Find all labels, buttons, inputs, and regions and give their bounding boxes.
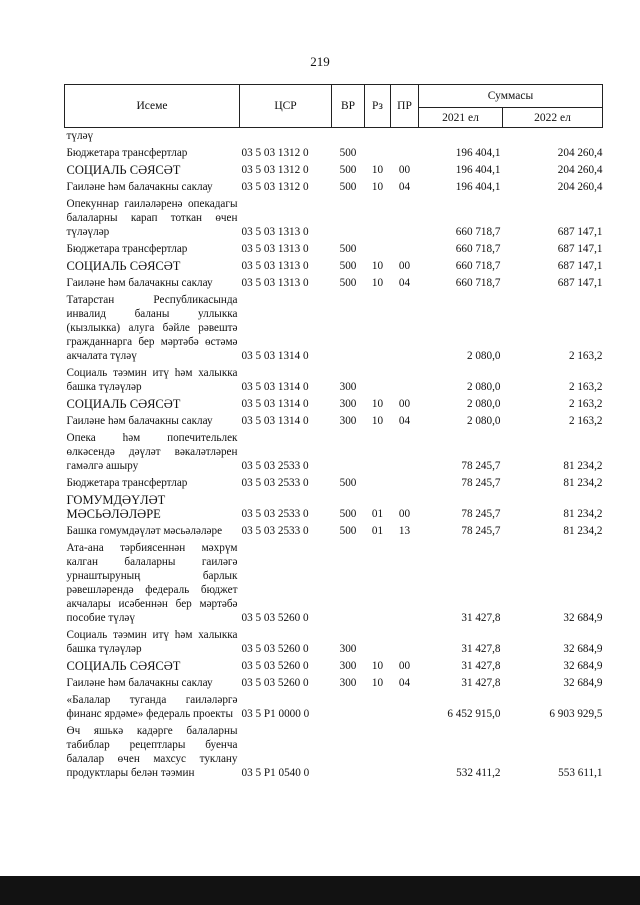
row-amount-2021: 532 411,2: [456, 767, 501, 779]
row-vr: 500: [339, 147, 357, 159]
row-pr: [391, 365, 419, 396]
row-amount-2022: 204 260,4: [557, 164, 603, 176]
row-amount-2022: 204 260,4: [557, 181, 603, 193]
row-pr: [391, 692, 419, 723]
table-row: [65, 675, 603, 692]
row-amount-2022: 2 163,2: [568, 398, 603, 410]
row-amount-2021: 2 080,0: [466, 415, 501, 427]
table-row: [65, 540, 603, 627]
row-amount-2021: 78 245,7: [461, 508, 501, 520]
row-name: Опекуннар гаиләләренә опекадагы балаларны карап тоткан өчен түләүләр: [66, 198, 238, 238]
row-csr: 03 5 03 2533 0: [241, 525, 309, 537]
table-row: [65, 627, 603, 658]
header-sums: Суммасы: [419, 85, 603, 108]
row-pr: 04: [398, 415, 411, 427]
table-row: [65, 241, 603, 258]
row-pr: 04: [398, 677, 411, 689]
row-name: Социаль тәэмин итү һәм халыкка башка түләүләр: [66, 629, 238, 655]
row-pr: 00: [398, 398, 411, 410]
header-year-2021: 2021 ел: [419, 108, 503, 128]
row-pr: [391, 145, 419, 162]
row-pr: [391, 430, 419, 475]
table-row: [65, 145, 603, 162]
row-rz: [365, 365, 391, 396]
row-pr: 04: [398, 277, 411, 289]
row-vr: 500: [339, 164, 357, 176]
row-name: Бюджетара трансфертлар: [66, 147, 188, 159]
row-rz: 10: [371, 260, 384, 272]
row-amount-2022: 32 684,9: [563, 660, 603, 672]
header-csr: ЦСР: [240, 85, 332, 128]
row-pr: 00: [398, 508, 411, 520]
row-csr: 03 5 03 1314 0: [241, 381, 309, 393]
row-pr: 00: [398, 660, 411, 672]
budget-table: [64, 84, 603, 782]
row-name: Бюджетара трансфертлар: [66, 243, 188, 255]
row-csr: 03 5 03 1314 0: [241, 415, 309, 427]
row-csr: 03 5 03 1314 0: [241, 350, 309, 362]
row-csr: [240, 128, 332, 146]
row-name: СОЦИАЛЬ СӘЯСӘТ: [66, 163, 181, 177]
row-rz: 10: [371, 181, 384, 193]
row-rz: 10: [371, 277, 384, 289]
row-pr: 00: [398, 164, 411, 176]
row-name: түләү: [66, 130, 94, 142]
row-amount-2021: 660 718,7: [455, 243, 501, 255]
table-row: [65, 523, 603, 540]
row-name: Бюджетара трансфертлар: [66, 477, 188, 489]
table-row: [65, 365, 603, 396]
row-csr: 03 5 03 1312 0: [241, 147, 309, 159]
row-csr: 03 5 03 1312 0: [241, 181, 309, 193]
row-csr: 03 5 P1 0540 0: [241, 767, 310, 779]
row-amount-2021: 660 718,7: [455, 226, 501, 238]
header-vr: ВР: [332, 85, 365, 128]
row-amount-2021: 78 245,7: [461, 477, 501, 489]
row-name: Өч яшькә кадәрге балаларны табиблар рецептлары буенча балалар өчен махсус туклану продуктлары белән тәэмин: [66, 725, 238, 779]
table-row: [65, 723, 603, 782]
row-csr: 03 5 03 1313 0: [241, 243, 309, 255]
row-amount-2022: 81 234,2: [563, 460, 603, 472]
table-row: [65, 396, 603, 413]
row-pr: [391, 723, 419, 782]
row-rz: 10: [371, 415, 384, 427]
row-csr: 03 5 03 2533 0: [241, 460, 309, 472]
row-rz: [365, 292, 391, 365]
row-pr: [391, 475, 419, 492]
row-name: Гаиләне һәм балачакны саклау: [66, 181, 213, 193]
row-pr: [391, 128, 419, 146]
table-row: [65, 430, 603, 475]
row-rz: [365, 692, 391, 723]
row-pr: [391, 241, 419, 258]
row-rz: 10: [371, 660, 384, 672]
header-pr: ПР: [391, 85, 419, 128]
row-vr: 300: [339, 677, 357, 689]
row-pr: 13: [398, 525, 411, 537]
row-pr: 00: [398, 260, 411, 272]
row-pr: 04: [398, 181, 411, 193]
row-vr: 500: [339, 477, 357, 489]
row-name: Башка гомумдәүләт мәсьәләләре: [66, 525, 223, 537]
row-pr: [391, 196, 419, 241]
row-name: Гаиләне һәм балачакны саклау: [66, 277, 213, 289]
row-vr: [332, 692, 365, 723]
row-rz: 10: [371, 398, 384, 410]
row-name: Социаль тәэмин итү һәм халыкка башка түләүләр: [66, 367, 238, 393]
row-csr: 03 5 03 5260 0: [241, 660, 309, 672]
row-csr: 03 5 03 5260 0: [241, 677, 309, 689]
row-vr: [332, 540, 365, 627]
row-vr: 500: [339, 181, 357, 193]
row-vr: [332, 292, 365, 365]
table-row: [65, 492, 603, 523]
row-rz: 10: [371, 677, 384, 689]
row-amount-2021: 196 404,1: [455, 181, 501, 193]
table-row: [65, 413, 603, 430]
row-amount-2022: 204 260,4: [557, 147, 603, 159]
row-amount-2022: 2 163,2: [568, 381, 603, 393]
row-rz: [365, 241, 391, 258]
row-rz: 01: [371, 508, 384, 520]
row-rz: [365, 723, 391, 782]
row-amount-2022: 6 903 929,5: [549, 708, 603, 720]
table-row: [65, 692, 603, 723]
row-name: Ата-ана тәрбиясеннән мәхрүм калган балаларны гаиләгә урнаштыруның барлык рәвешләрендә федераль бюджет акчалары исәбеннән бер мәртәбә пособие түләү: [66, 542, 238, 624]
row-name: СОЦИАЛЬ СӘЯСӘТ: [66, 659, 181, 673]
row-name: ГОМУМДӘҮЛӘТ МӘСЬӘЛӘЛӘРЕ: [66, 493, 166, 521]
row-amount-2021: 31 427,8: [461, 660, 501, 672]
row-csr: 03 5 03 1313 0: [241, 226, 309, 238]
row-csr: 03 5 03 2533 0: [241, 477, 309, 489]
row-vr: 500: [339, 260, 357, 272]
row-csr: 03 5 03 1313 0: [241, 277, 309, 289]
row-amount-2021: 196 404,1: [455, 147, 501, 159]
row-csr: 03 5 03 5260 0: [241, 612, 309, 624]
row-name: Гаиләне һәм балачакны саклау: [66, 415, 213, 427]
row-amount-2022: 687 147,1: [557, 226, 603, 238]
row-amount-2021: 2 080,0: [466, 398, 501, 410]
row-amount-2021: 31 427,8: [461, 612, 501, 624]
row-rz: [365, 128, 391, 146]
row-rz: [365, 475, 391, 492]
row-vr: 300: [339, 643, 357, 655]
row-amount-2021: 196 404,1: [455, 164, 501, 176]
row-vr: 500: [339, 508, 357, 520]
row-amount-2022: 553 611,1: [558, 767, 603, 779]
row-amount-2022: 687 147,1: [557, 277, 603, 289]
row-name: «Балалар туганда гаиләләргә финанс ярдәме» федераль проекты: [66, 694, 238, 720]
row-amount-2021: 2 080,0: [466, 350, 501, 362]
row-vr: 300: [339, 415, 357, 427]
row-vr: [332, 723, 365, 782]
row-amount-2021: 31 427,8: [461, 677, 501, 689]
row-csr: 03 5 03 2533 0: [241, 508, 309, 520]
row-rz: [365, 540, 391, 627]
row-vr: [332, 430, 365, 475]
row-vr: 500: [339, 277, 357, 289]
row-rz: 01: [371, 525, 384, 537]
row-amount-2021: 78 245,7: [461, 460, 501, 472]
row-vr: [332, 196, 365, 241]
row-vr: 300: [339, 381, 357, 393]
row-name: Гаиләне һәм балачакны саклау: [66, 677, 213, 689]
row-csr: 03 5 03 5260 0: [241, 643, 309, 655]
table-row: [65, 196, 603, 241]
row-amount-2021: 78 245,7: [461, 525, 501, 537]
row-name: СОЦИАЛЬ СӘЯСӘТ: [66, 259, 181, 273]
row-amount-2021: 31 427,8: [461, 643, 501, 655]
row-rz: [365, 627, 391, 658]
header-name: Исеме: [65, 85, 240, 128]
row-amount-2022: 32 684,9: [563, 612, 603, 624]
row-amount-2021: 660 718,7: [455, 260, 501, 272]
header-year-2022: 2022 ел: [503, 108, 603, 128]
row-amount-2022: [503, 128, 603, 146]
row-amount-2022: 81 234,2: [563, 508, 603, 520]
row-pr: [391, 540, 419, 627]
row-amount-2021: 6 452 915,0: [447, 708, 501, 720]
row-amount-2021: [419, 128, 503, 146]
page-number: 219: [310, 54, 330, 69]
row-csr: 03 5 03 1313 0: [241, 260, 309, 272]
row-rz: [365, 196, 391, 241]
row-rz: 10: [371, 164, 384, 176]
row-amount-2022: 81 234,2: [563, 525, 603, 537]
row-rz: [365, 145, 391, 162]
scan-bottom-bar: [0, 876, 640, 905]
row-amount-2022: 32 684,9: [563, 643, 603, 655]
row-vr: 500: [339, 525, 357, 537]
row-amount-2022: 81 234,2: [563, 477, 603, 489]
row-amount-2022: 2 163,2: [568, 350, 603, 362]
row-amount-2022: 32 684,9: [563, 677, 603, 689]
row-amount-2022: 2 163,2: [568, 415, 603, 427]
table-row: [65, 179, 603, 196]
row-name: СОЦИАЛЬ СӘЯСӘТ: [66, 397, 181, 411]
row-vr: [332, 128, 365, 146]
row-rz: [365, 430, 391, 475]
row-amount-2021: 660 718,7: [455, 277, 501, 289]
row-vr: 300: [339, 398, 357, 410]
row-amount-2022: 687 147,1: [557, 260, 603, 272]
table-row: [65, 292, 603, 365]
row-vr: 500: [339, 243, 357, 255]
table-row: [65, 162, 603, 179]
row-amount-2022: 687 147,1: [557, 243, 603, 255]
row-vr: 300: [339, 660, 357, 672]
table-row: [65, 128, 603, 146]
table-row: [65, 258, 603, 275]
row-name: Опека һәм попечительлек өлкәсендә дәүләт вәкаләтләрен гамәлгә ашыру: [66, 432, 238, 472]
row-csr: 03 5 03 1314 0: [241, 398, 309, 410]
row-pr: [391, 627, 419, 658]
header-rz: Рз: [365, 85, 391, 128]
table-row: [65, 475, 603, 492]
row-csr: 03 5 P1 0000 0: [241, 708, 310, 720]
row-name: Татарстан Республикасында инвалид баланы уллыкка (кызлыкка) алуга бәйле рәвештә гражданнарга бер мәртәбә өстәмә акчалата түләү: [66, 294, 238, 362]
row-csr: 03 5 03 1312 0: [241, 164, 309, 176]
row-amount-2021: 2 080,0: [466, 381, 501, 393]
table-row: [65, 275, 603, 292]
row-pr: [391, 292, 419, 365]
table-row: [65, 658, 603, 675]
table-body: [65, 128, 603, 783]
